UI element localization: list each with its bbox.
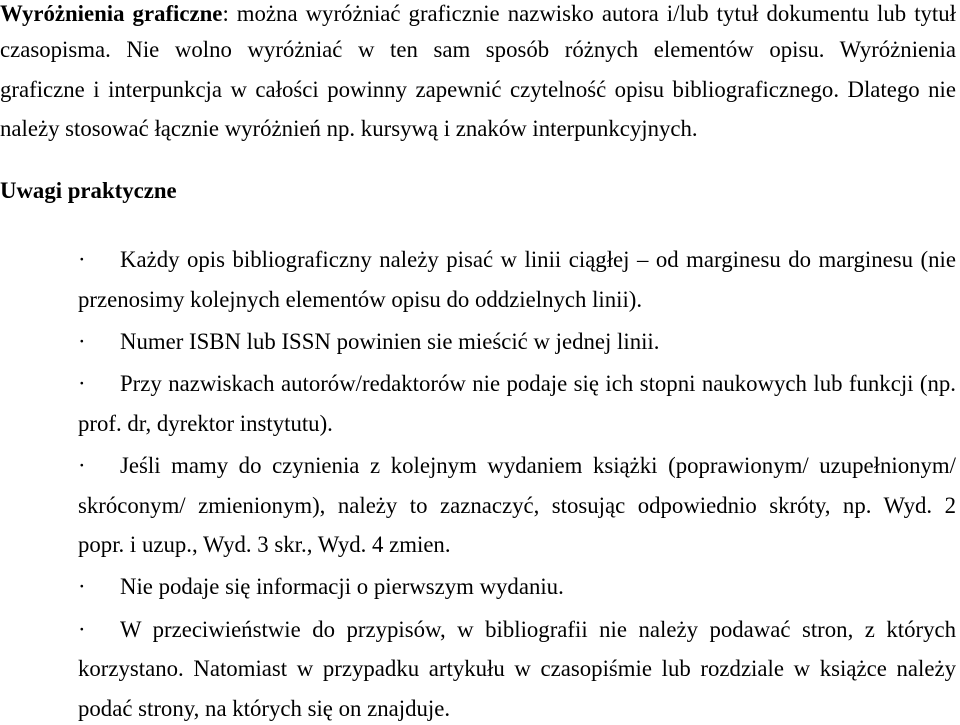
intro-line: należy stosować łącznie wyróżnień np. kursywą i znaków interpunkcyjnych. xyxy=(0,116,698,142)
bullet-list xyxy=(0,246,956,722)
bullet-line-text: W przeciwieństwie do przypisów, w bibliografii nie należy podawać stron, z których xyxy=(120,616,956,642)
intro-line: czasopisma. Nie wolno wyróżniać w ten sam sposób różnych elementów opisu. Wyróżnienia xyxy=(0,37,956,63)
intro-line-text: : można wyróżniać graficznie nazwisko autora i/lub tytuł dokumentu lub tytuł xyxy=(222,1,956,26)
bullet-line: podać strony, na których się on znajduje. xyxy=(78,695,451,721)
bullet-line-text: Jeśli mamy do czynienia z kolejnym wydaniem książki (poprawionym/ uzupełnionym/ xyxy=(120,453,956,479)
bullet-line xyxy=(78,246,956,274)
intro-line: graficzne i interpunkcja w całości powinny zapewnić czytelność opisu bibliograficznego. Dlatego nie xyxy=(0,76,956,102)
bullet-line xyxy=(78,452,956,480)
bullet-item xyxy=(0,370,956,438)
bullet-marker: · xyxy=(78,371,86,397)
bullet-marker: · xyxy=(78,329,86,355)
bullet-line xyxy=(78,573,956,601)
bullet-marker: · xyxy=(78,616,86,642)
bullet-line-text: Każdy opis bibliograficzny należy pisać w linii ciągłej – od marginesu do marginesu (nie xyxy=(120,247,956,273)
intro-paragraph xyxy=(0,0,956,143)
section-heading: Uwagi praktyczne xyxy=(0,178,177,204)
bullet-line-text: Przy nazwiskach autorów/redaktorów nie podaje się ich stopni naukowych lub funkcji (np. xyxy=(120,371,956,397)
bullet-item xyxy=(0,246,956,314)
intro-line xyxy=(0,0,956,28)
bullet-item xyxy=(0,452,956,559)
bullet-line: przenosimy kolejnych elementów opisu do oddzielnych linii). xyxy=(78,286,643,312)
bullet-item xyxy=(0,328,956,356)
bullet-line xyxy=(78,328,956,356)
bullet-marker: · xyxy=(78,247,86,273)
bold-term: Wyróżnienia graficzne xyxy=(0,1,223,26)
bullet-line: skróconym/ zmienionym), należy to zaznaczyć, stosując odpowiednio skróty, np. Wyd. 2 xyxy=(78,492,956,518)
bullet-item xyxy=(0,616,956,723)
bullet-line: prof. dr, dyrektor instytutu). xyxy=(78,410,333,436)
bullet-line: korzystano. Natomiast w przypadku artykułu w czasopiśmie lub rozdziale w książce należy xyxy=(78,656,956,682)
bullet-line xyxy=(78,370,956,398)
bullet-line-text: Nie podaje się informacji o pierwszym wydaniu. xyxy=(120,574,564,600)
bullet-marker: · xyxy=(78,453,86,479)
bullet-item xyxy=(0,573,956,601)
bullet-line-text: Numer ISBN lub ISSN powinien sie mieścić w jednej linii. xyxy=(120,329,660,355)
bullet-line xyxy=(78,616,956,644)
bullet-marker: · xyxy=(78,574,86,600)
bullet-line: popr. i uzup., Wyd. 3 skr., Wyd. 4 zmien. xyxy=(78,532,451,558)
